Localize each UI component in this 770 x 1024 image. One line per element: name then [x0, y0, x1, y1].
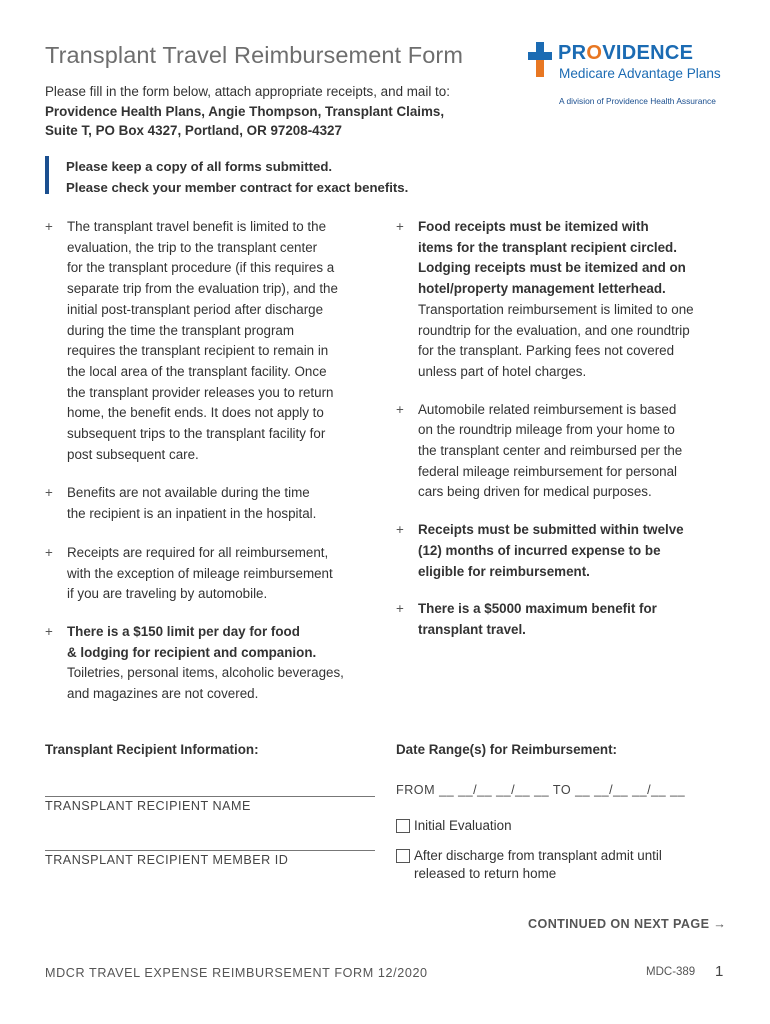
- bullet-line: for the transplant procedure (if this requires a: [67, 260, 335, 276]
- bullet-bold-line: Lodging receipts must be itemized and on: [418, 260, 686, 276]
- mailing-address-line2: Suite T, PO Box 4327, Portland, OR 97208-4327: [45, 123, 342, 138]
- bullet-line: unless part of hotel charges.: [418, 363, 587, 379]
- initial-evaluation-option[interactable]: [396, 817, 512, 835]
- bullet-line: with the exception of mileage reimbursement: [67, 565, 333, 581]
- bullet-line: on the roundtrip mileage from your home to: [418, 422, 675, 438]
- after-discharge-label-line2: released to return home: [414, 866, 557, 881]
- bullet-item: [45, 622, 380, 705]
- bullet-item: [396, 520, 731, 582]
- bullet-line: the local area of the transplant facility. Once: [67, 363, 327, 379]
- continued-next-page: CONTINUED ON NEXT PAGE →: [528, 917, 727, 931]
- bullet-item: [396, 217, 731, 383]
- intro-instruction: Please fill in the form below, attach appropriate receipts, and mail to:: [45, 84, 450, 99]
- logo-brand: PROVIDENCE: [558, 42, 694, 64]
- bullet-item: [45, 483, 380, 524]
- bullet-bold-line: Food receipts must be itemized with: [418, 219, 649, 234]
- bullet-item: [396, 599, 731, 640]
- bullet-bold-line: transplant travel.: [418, 621, 526, 637]
- mailing-address-line1: Providence Health Plans, Angie Thompson, Transplant Claims,: [45, 103, 445, 119]
- plus-icon: +: [396, 522, 404, 538]
- date-range-heading: Date Range(s) for Reimbursement:: [396, 742, 617, 757]
- bullet-bold-line: There is a $150 limit per day for food: [67, 623, 300, 639]
- form-title: Transplant Travel Reimbursement Form: [45, 42, 464, 68]
- bullet-bold-line: & lodging for recipient and companion.: [67, 644, 317, 660]
- bullet-line: and magazines are not covered.: [67, 686, 259, 702]
- recipient-heading: Transplant Recipient Information:: [45, 742, 259, 757]
- bullet-line: the transplant center and reimbursed per the: [418, 443, 683, 459]
- footer-form-title: MDCR TRAVEL EXPENSE REIMBURSEMENT FORM 12/2020: [45, 966, 428, 980]
- bullet-line: Transportation reimbursement is limited to one: [418, 301, 694, 317]
- plus-icon: +: [45, 623, 53, 639]
- bullet-bold-line: eligible for reimbursement.: [418, 563, 590, 579]
- bullet-item: [45, 217, 380, 465]
- date-range-field[interactable]: FROM __ __/__ __/__ __ TO __ __/__ __/__ __: [396, 783, 686, 797]
- bullet-bold-line: (12) months of incurred expense to be: [418, 542, 661, 558]
- bullet-line: home, the benefit ends. It does not apply to: [67, 405, 324, 421]
- notice-line-2: Please check your member contract for exact benefits.: [66, 180, 409, 195]
- after-discharge-option[interactable]: [396, 847, 662, 883]
- initial-evaluation-checkbox[interactable]: [396, 819, 410, 833]
- recipient-member-id-field[interactable]: [45, 850, 375, 851]
- bullet-line: requires the transplant recipient to remain in: [67, 343, 329, 359]
- bullet-bold-line: items for the transplant recipient circled.: [418, 239, 677, 255]
- providence-logo: [528, 40, 728, 110]
- bullet-line: the recipient is an inpatient in the hospital.: [67, 506, 317, 522]
- bullet-line: The transplant travel benefit is limited to the: [67, 219, 327, 234]
- after-discharge-label-line1: After discharge from transplant admit until: [414, 848, 662, 863]
- plus-icon: +: [396, 601, 404, 617]
- bullet-item: [45, 543, 380, 605]
- bullet-bold-line: There is a $5000 maximum benefit for: [418, 601, 657, 617]
- bullet-line: federal mileage reimbursement for personal: [418, 463, 678, 479]
- plus-icon: +: [396, 401, 404, 417]
- plus-icon: +: [396, 219, 404, 234]
- after-discharge-checkbox[interactable]: [396, 849, 410, 863]
- plus-icon: +: [45, 544, 53, 560]
- bullet-bold-line: hotel/property management letterhead.: [418, 281, 666, 297]
- bullet-line: for the transplant. Parking fees not covered: [418, 343, 675, 359]
- bullet-line: subsequent trips to the transplant facility for: [67, 426, 326, 442]
- recipient-name-field[interactable]: [45, 796, 375, 797]
- recipient-name-label: TRANSPLANT RECIPIENT NAME: [45, 799, 251, 813]
- bullet-line: if you are traveling by automobile.: [67, 586, 268, 602]
- bullet-line: post subsequent care.: [67, 446, 199, 462]
- bullet-line: during the time the transplant program: [67, 322, 295, 338]
- notice-line-1: Please keep a copy of all forms submitted.: [66, 159, 333, 174]
- bullet-bold-line: Receipts must be submitted within twelve: [418, 522, 684, 538]
- bullet-line: Toiletries, personal items, alcoholic beverages,: [67, 665, 344, 681]
- bullet-line: separate trip from the evaluation trip), and the: [67, 281, 338, 297]
- recipient-member-id-label: TRANSPLANT RECIPIENT MEMBER ID: [45, 853, 289, 867]
- bullet-line: initial post-transplant period after discharge: [67, 301, 324, 317]
- bullet-line: roundtrip for the evaluation, and one roundtrip: [418, 322, 690, 338]
- bullet-line: Automobile related reimbursement is based: [418, 401, 677, 417]
- logo-subtitle: Medicare Advantage Plans: [559, 66, 721, 81]
- form-number: MDC-389: [646, 966, 696, 978]
- initial-evaluation-label: Initial Evaluation: [414, 818, 512, 833]
- left-bullet-column: [45, 217, 380, 705]
- page-number: 1: [715, 963, 724, 980]
- bullet-line: the transplant provider releases you to return: [67, 384, 334, 400]
- notice-bar: [45, 156, 49, 194]
- bullet-item: [396, 400, 731, 504]
- right-bullet-column: [396, 217, 731, 641]
- bullet-line: Receipts are required for all reimbursement,: [67, 544, 329, 560]
- bullet-line: cars being driven for medical purposes.: [418, 484, 652, 500]
- plus-icon: +: [45, 485, 53, 501]
- plus-icon: +: [45, 219, 53, 234]
- intro-text: [45, 82, 525, 141]
- bullet-line: Benefits are not available during the time: [67, 485, 310, 501]
- logo-division: A division of Providence Health Assurance: [559, 96, 716, 106]
- bullet-line: evaluation, the trip to the transplant center: [67, 239, 318, 255]
- providence-cross-icon: [528, 42, 554, 77]
